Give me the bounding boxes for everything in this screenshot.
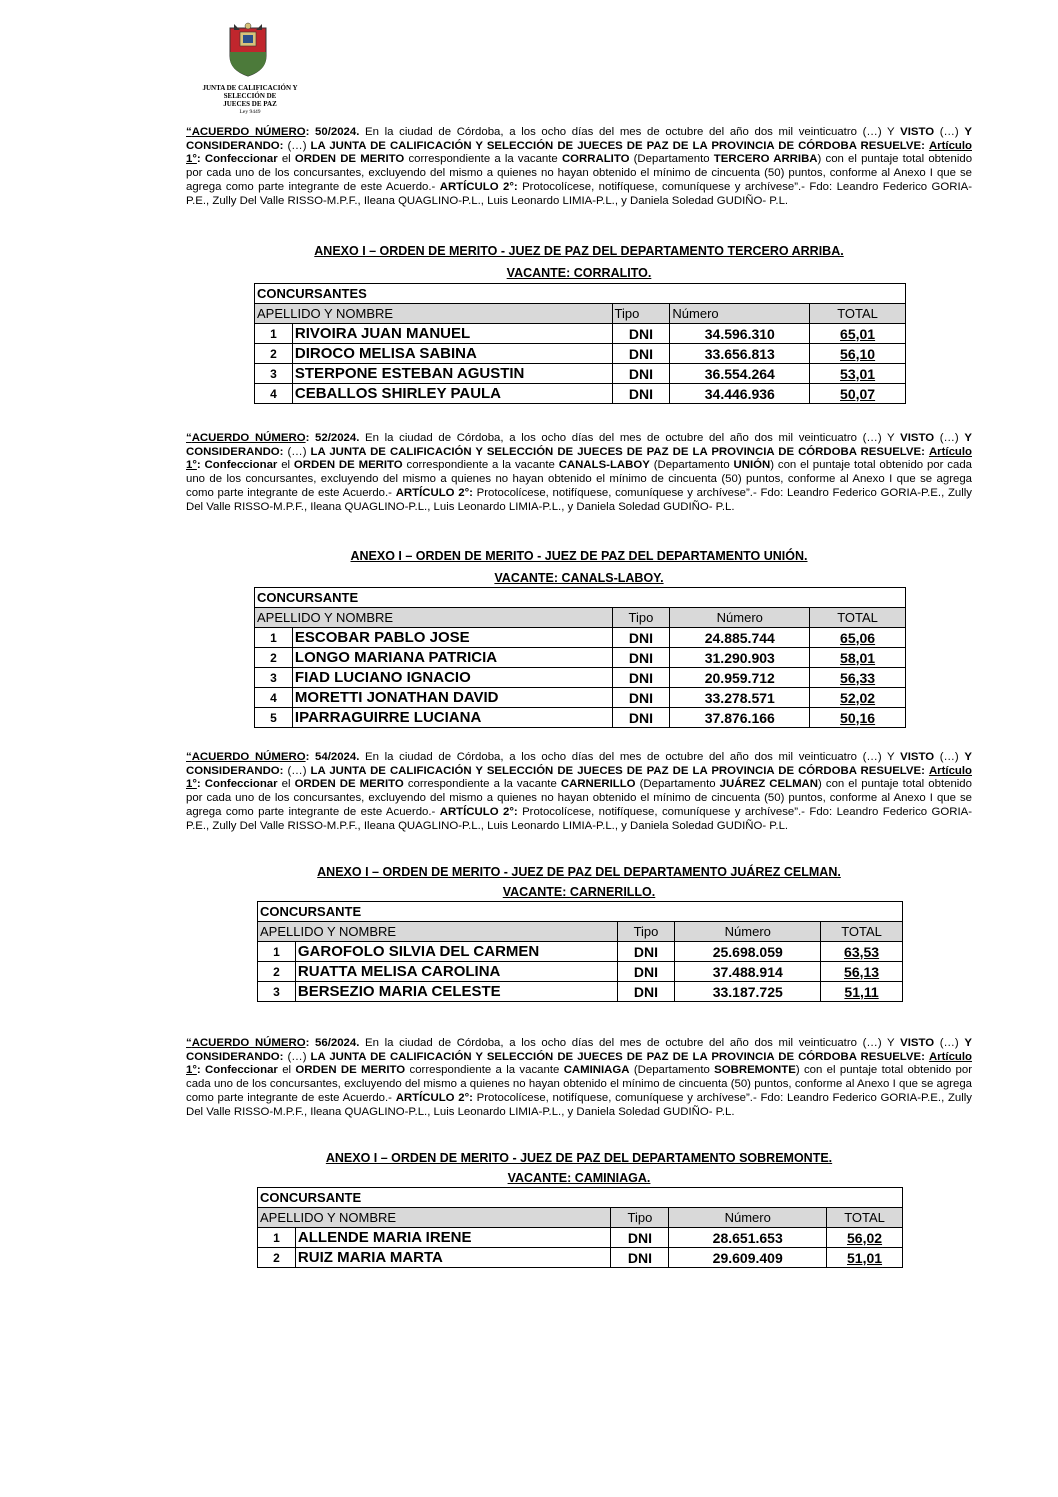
junta-resuelve: LA JUNTA DE CALIFICACIÓN Y SELECCIÓN DE JUECES DE PAZ DE LA PROVINCIA DE CÓRDOBA RESUELVE: (310, 139, 925, 152)
acuerdo-number: : 56/2024. (305, 1037, 360, 1049)
tipo-cell: DNI (611, 1228, 669, 1248)
tipo-cell: DNI (617, 982, 675, 1002)
total-cell: 56,10 (810, 344, 906, 364)
tipo-cell: DNI (612, 708, 670, 728)
dni-cell: 29.609.409 (669, 1248, 827, 1268)
confeccionar-label: Confeccionar (205, 1064, 278, 1077)
coat-of-arms-logo (226, 22, 270, 78)
visto-label: VISTO (900, 432, 935, 444)
articulo-2-label: ARTÍCULO 2°: (439, 180, 518, 193)
table-row (258, 962, 903, 982)
table-row (255, 628, 906, 648)
vacante-title: VACANTE: CAMINIAGA. (507, 1171, 651, 1185)
intro-text: En la ciudad de Córdoba, a los ocho días del mes de octubre del año dos mil veinticuatro (…) Y (359, 1037, 901, 1049)
rank-cell: 3 (255, 364, 293, 384)
intro-text: En la ciudad de Córdoba, a los ocho días del mes de octubre del año dos mil veinticuatro (…) Y (359, 432, 901, 444)
total-cell: 50,07 (810, 384, 906, 404)
acuerdo-paragraph (186, 1037, 972, 1119)
name-cell: LONGO MARIANA PATRICIA (292, 648, 612, 668)
annex-title: ANEXO I – ORDEN DE MERITO - JUEZ DE PAZ DEL DEPARTAMENTO JUÁREZ CELMAN. (317, 865, 841, 879)
name-cell: CEBALLOS SHIRLEY PAULA (292, 384, 612, 404)
intro-text: En la ciudad de Córdoba, a los ocho días del mes de octubre del año dos mil veinticuatro (…) Y (359, 126, 901, 138)
table-row (255, 384, 906, 404)
intro-text: En la ciudad de Córdoba, a los ocho días del mes de octubre del año dos mil veinticuatro (…) Y (359, 751, 901, 763)
table-row (258, 942, 903, 962)
annex-title: ANEXO I – ORDEN DE MERITO - JUEZ DE PAZ DEL DEPARTAMENTO UNIÓN. (350, 549, 808, 563)
el-text: el (277, 1064, 296, 1077)
dni-cell: 33.278.571 (670, 688, 810, 708)
closing-text: Protocolícese, notifíquese, comuníquese y archívese”.- Fdo: Leandro Federico GORIA-P.E., Zully Del Valle RISSO-M.P.F., Ileana QUAGLINO-P.L., Luis Leonardo LIMIA-P.L., y Daniela Soledad GUDIÑO- P.L. (186, 1091, 972, 1118)
considerando-tail: (…) (283, 139, 311, 152)
dni-cell: 20.959.712 (670, 668, 810, 688)
concursantes-row (258, 902, 903, 922)
name-cell: RUATTA MELISA CAROLINA (295, 962, 617, 982)
table-row (258, 982, 903, 1002)
articulo-1-label: Artículo 1° (186, 764, 972, 791)
orden-merito: ORDEN DE MERITO (293, 459, 403, 472)
col-header-tipo: Tipo (617, 922, 675, 942)
total-cell: 65,06 (810, 628, 906, 648)
articulo-1-colon: : (196, 1064, 201, 1077)
rank-cell: 2 (255, 344, 293, 364)
acuerdo-paragraph (186, 751, 972, 833)
closing-text: Protocolícese, notifíquese, comuníquese y archívese”.- Fdo: Leandro Federico GORIA-P.E., Zully Del Valle RISSO-M.P.F., Ileana QUAGLINO-P.L., Luis Leonardo LIMIA-P.L., y Daniela Soledad GUDIÑO- P.L. (186, 180, 972, 207)
concursantes-header: CONCURSANTE (255, 588, 906, 608)
articulo-2-label: ARTÍCULO 2°: (439, 805, 518, 818)
vacante-title: VACANTE: CARNERILLO. (502, 885, 656, 899)
col-header-total: TOTAL (821, 922, 903, 942)
table-row (258, 1228, 903, 1248)
acuerdo-paragraph (186, 432, 972, 514)
correspondiente-text: correspondiente a la vacante (402, 459, 559, 472)
total-cell: 51,11 (821, 982, 903, 1002)
dni-cell: 28.651.653 (669, 1228, 827, 1248)
vacante-title: VACANTE: CORRALITO. (506, 266, 652, 280)
merit-table (254, 283, 906, 404)
considerando-label: Y CONSIDERANDO: (186, 432, 972, 458)
orden-merito: ORDEN DE MERITO (294, 778, 404, 791)
dni-cell: 36.554.264 (670, 364, 810, 384)
closing-text: Protocolícese, notifíquese, comuníquese y archívese”.- Fdo: Leandro Federico GORIA-P.E., Zully Del Valle RISSO-M.P.F., Ileana QUAGLINO-P.L., Luis Leonardo LIMIA-P.L., y Daniela Soledad GUDIÑO- P.L. (186, 805, 972, 832)
total-cell: 56,13 (821, 962, 903, 982)
merit-table (257, 901, 903, 1002)
col-header-numero: Número (670, 304, 810, 324)
total-cell: 50,16 (810, 708, 906, 728)
col-header-tipo: Tipo (612, 304, 670, 324)
rank-cell: 1 (258, 942, 296, 962)
col-header-name: APELLIDO Y NOMBRE (258, 922, 618, 942)
orden-merito: ORDEN DE MERITO (294, 153, 405, 166)
concursantes-row (258, 1188, 903, 1208)
correspondiente-text: correspondiente a la vacante (404, 153, 562, 166)
col-header-name: APELLIDO Y NOMBRE (255, 608, 613, 628)
column-header-row (258, 922, 903, 942)
departamento-text: (Departamento (635, 778, 720, 791)
confeccionar-label: Confeccionar (204, 778, 278, 791)
total-cell: 56,02 (827, 1228, 903, 1248)
articulo-1-colon: : (196, 459, 201, 472)
column-header-row (258, 1208, 903, 1228)
dni-cell: 25.698.059 (675, 942, 821, 962)
visto-tail: (…) (934, 1037, 965, 1049)
table-row (255, 708, 906, 728)
rank-cell: 4 (255, 384, 293, 404)
tipo-cell: DNI (612, 364, 670, 384)
articulo-2-label: ARTÍCULO 2°: (395, 486, 473, 499)
rank-cell: 3 (255, 668, 293, 688)
tipo-cell: DNI (612, 648, 670, 668)
departamento-name: JUÁREZ CELMAN (719, 778, 819, 791)
total-cell: 52,02 (810, 688, 906, 708)
tipo-cell: DNI (612, 384, 670, 404)
quote-mark: “ (186, 751, 192, 763)
considerando-label: Y CONSIDERANDO: (186, 751, 972, 777)
body-text: ) con el puntaje total obtenido por cada uno de los concursantes, excluyendo del mismo a quienes no hayan obtenido el mínimo de cincuenta (50) puntos, conforme al Anexo I que se agrega como parte integrante de este Acuerdo.- (186, 153, 973, 193)
acuerdo-number: : 50/2024. (305, 126, 360, 138)
table-row (255, 648, 906, 668)
merit-table (254, 587, 906, 728)
tipo-cell: DNI (612, 668, 670, 688)
tipo-cell: DNI (612, 324, 670, 344)
visto-label: VISTO (900, 126, 935, 138)
articulo-1-colon: : (196, 778, 201, 791)
total-cell: 58,01 (810, 648, 906, 668)
dni-cell: 37.876.166 (670, 708, 810, 728)
vacante-name: CAMINIAGA (563, 1064, 630, 1077)
departamento-name: UNIÓN (733, 459, 771, 472)
considerando-tail: (…) (283, 764, 311, 777)
name-cell: RIVOIRA JUAN MANUEL (292, 324, 612, 344)
annex-title: ANEXO I – ORDEN DE MERITO - JUEZ DE PAZ DEL DEPARTAMENTO TERCERO ARRIBA. (314, 244, 844, 258)
org-law: Ley 9449 (239, 109, 261, 115)
considerando-tail: (…) (283, 445, 311, 458)
considerando-label: Y CONSIDERANDO: (186, 126, 972, 152)
col-header-name: APELLIDO Y NOMBRE (258, 1208, 611, 1228)
el-text: el (277, 459, 294, 472)
vacante-name: CORRALITO (561, 153, 630, 166)
quote-mark: “ (186, 432, 192, 444)
name-cell: GAROFOLO SILVIA DEL CARMEN (295, 942, 617, 962)
junta-resuelve: LA JUNTA DE CALIFICACIÓN Y SELECCIÓN DE JUECES DE PAZ DE LA PROVINCIA DE CÓRDOBA RESUELVE: (310, 445, 925, 458)
articulo-1-label: Artículo 1° (186, 1050, 972, 1077)
el-text: el (277, 778, 295, 791)
articulo-1-label: Artículo 1° (186, 139, 972, 166)
col-header-numero: Número (675, 922, 821, 942)
concursantes-header: CONCURSANTES (255, 284, 906, 304)
departamento-name: SOBREMONTE (714, 1064, 796, 1077)
concursantes-header: CONCURSANTE (258, 902, 903, 922)
acuerdo-number: : 54/2024. (305, 751, 360, 763)
name-cell: RUIZ MARIA MARTA (295, 1248, 611, 1268)
dni-cell: 31.290.903 (670, 648, 810, 668)
table-row (255, 364, 906, 384)
articulo-1-colon: : (196, 153, 201, 166)
tipo-cell: DNI (617, 962, 675, 982)
col-header-name: APELLIDO Y NOMBRE (255, 304, 613, 324)
acuerdo-label: ACUERDO NÚMERO (191, 432, 306, 444)
confeccionar-label: Confeccionar (204, 459, 278, 472)
name-cell: ESCOBAR PABLO JOSE (292, 628, 612, 648)
table-row (255, 668, 906, 688)
departamento-text: (Departamento (629, 1064, 715, 1077)
col-header-tipo: Tipo (612, 608, 670, 628)
rank-cell: 4 (255, 688, 293, 708)
org-line-1: JUNTA DE CALIFICACIÓN Y SELECCIÓN DE (202, 84, 298, 100)
name-cell: IPARRAGUIRRE LUCIANA (292, 708, 612, 728)
tipo-cell: DNI (612, 688, 670, 708)
acuerdo-paragraph (186, 126, 972, 208)
dni-cell: 33.187.725 (675, 982, 821, 1002)
name-cell: ALLENDE MARIA IRENE (295, 1228, 611, 1248)
rank-cell: 5 (255, 708, 293, 728)
tipo-cell: DNI (612, 344, 670, 364)
acuerdo-number: : 52/2024. (305, 432, 360, 444)
dni-cell: 24.885.744 (670, 628, 810, 648)
visto-label: VISTO (900, 751, 935, 763)
correspondiente-text: correspondiente a la vacante (405, 1064, 564, 1077)
org-line-2: JUECES DE PAZ (223, 100, 277, 108)
organization-name (186, 84, 314, 116)
visto-label: VISTO (900, 1037, 935, 1049)
rank-cell: 2 (258, 962, 296, 982)
col-header-total: TOTAL (810, 608, 906, 628)
tipo-cell: DNI (612, 628, 670, 648)
acuerdo-label: ACUERDO NÚMERO (191, 1037, 306, 1049)
name-cell: MORETTI JONATHAN DAVID (292, 688, 612, 708)
table-row (255, 688, 906, 708)
total-cell: 51,01 (827, 1248, 903, 1268)
col-header-numero: Número (669, 1208, 827, 1228)
concursantes-row (255, 284, 906, 304)
tipo-cell: DNI (617, 942, 675, 962)
col-header-tipo: Tipo (611, 1208, 669, 1228)
rank-cell: 2 (255, 648, 293, 668)
quote-mark: “ (186, 126, 192, 138)
letterhead (186, 22, 316, 116)
articulo-1-label: Artículo 1° (186, 445, 972, 472)
col-header-numero: Número (670, 608, 810, 628)
total-cell: 53,01 (810, 364, 906, 384)
dni-cell: 37.488.914 (675, 962, 821, 982)
orden-merito: ORDEN DE MERITO (295, 1064, 406, 1077)
quote-mark: “ (186, 1037, 192, 1049)
rank-cell: 1 (258, 1228, 296, 1248)
vacante-name: CANALS-LABOY (558, 459, 650, 472)
concursantes-header: CONCURSANTE (258, 1188, 903, 1208)
junta-resuelve: LA JUNTA DE CALIFICACIÓN Y SELECCIÓN DE JUECES DE PAZ DE LA PROVINCIA DE CÓRDOBA RESUELVE: (310, 1050, 925, 1063)
acuerdo-label: ACUERDO NÚMERO (191, 751, 306, 763)
vacante-title: VACANTE: CANALS-LABOY. (494, 571, 664, 585)
visto-tail: (…) (934, 126, 965, 138)
vacante-name: CARNERILLO (560, 778, 636, 791)
departamento-text: (Departamento (649, 459, 734, 472)
body-text: ) con el puntaje total obtenido por cada uno de los concursantes, excluyendo del mismo a quienes no hayan obtenido el mínimo de cincuenta (50) puntos, conforme al Anexo I que se agrega como parte integrante de este Acuerdo.- (186, 778, 972, 818)
acuerdo-label: ACUERDO NÚMERO (191, 126, 306, 138)
name-cell: FIAD LUCIANO IGNACIO (292, 668, 612, 688)
annex-title: ANEXO I – ORDEN DE MERITO - JUEZ DE PAZ DEL DEPARTAMENTO SOBREMONTE. (325, 1151, 833, 1165)
table-row (255, 324, 906, 344)
total-cell: 65,01 (810, 324, 906, 344)
articulo-2-label: ARTÍCULO 2°: (395, 1091, 473, 1104)
table-row (258, 1248, 903, 1268)
body-text: ) con el puntaje total obtenido por cada uno de los concursantes, excluyendo del mismo a quienes no hayan obtenido el mínimo de cincuenta (50) puntos, conforme al Anexo I que se agrega como parte integrante de este Acuerdo.- (186, 459, 972, 499)
departamento-name: TERCERO ARRIBA (713, 153, 818, 166)
correspondiente-text: correspondiente a la vacante (403, 778, 561, 791)
visto-tail: (…) (934, 432, 965, 444)
rank-cell: 3 (258, 982, 296, 1002)
col-header-total: TOTAL (810, 304, 906, 324)
column-header-row (255, 608, 906, 628)
dni-cell: 34.596.310 (670, 324, 810, 344)
rank-cell: 2 (258, 1248, 296, 1268)
col-header-total: TOTAL (827, 1208, 903, 1228)
body-text: ) con el puntaje total obtenido por cada uno de los concursantes, excluyendo del mismo a quienes no hayan obtenido el mínimo de cincuenta (50) puntos, conforme al Anexo I que se agrega como parte integrante de este Acuerdo.- (186, 1064, 972, 1104)
rank-cell: 1 (255, 628, 293, 648)
name-cell: DIROCO MELISA SABINA (292, 344, 612, 364)
dni-cell: 33.656.813 (670, 344, 810, 364)
junta-resuelve: LA JUNTA DE CALIFICACIÓN Y SELECCIÓN DE JUECES DE PAZ DE LA PROVINCIA DE CÓRDOBA RESUELVE: (310, 764, 925, 777)
closing-text: Protocolícese, notifíquese, comuníquese y archívese”.- Fdo: Leandro Federico GORIA-P.E., Zully Del Valle RISSO-M.P.F., Ileana QUAGLINO-P.L., Luis Leonardo LIMIA-P.L., y Daniela Soledad GUDIÑO- P.L. (186, 486, 972, 513)
name-cell: STERPONE ESTEBAN AGUSTIN (292, 364, 612, 384)
rank-cell: 1 (255, 324, 293, 344)
total-cell: 56,33 (810, 668, 906, 688)
name-cell: BERSEZIO MARIA CELESTE (295, 982, 617, 1002)
total-cell: 63,53 (821, 942, 903, 962)
confeccionar-label: Confeccionar (204, 153, 278, 166)
considerando-tail: (…) (283, 1050, 311, 1063)
el-text: el (277, 153, 295, 166)
concursantes-row (255, 588, 906, 608)
considerando-label: Y CONSIDERANDO: (186, 1037, 972, 1063)
column-header-row (255, 304, 906, 324)
departamento-text: (Departamento (629, 153, 714, 166)
dni-cell: 34.446.936 (670, 384, 810, 404)
tipo-cell: DNI (611, 1248, 669, 1268)
table-row (255, 344, 906, 364)
visto-tail: (…) (934, 751, 965, 763)
merit-table (257, 1187, 903, 1268)
